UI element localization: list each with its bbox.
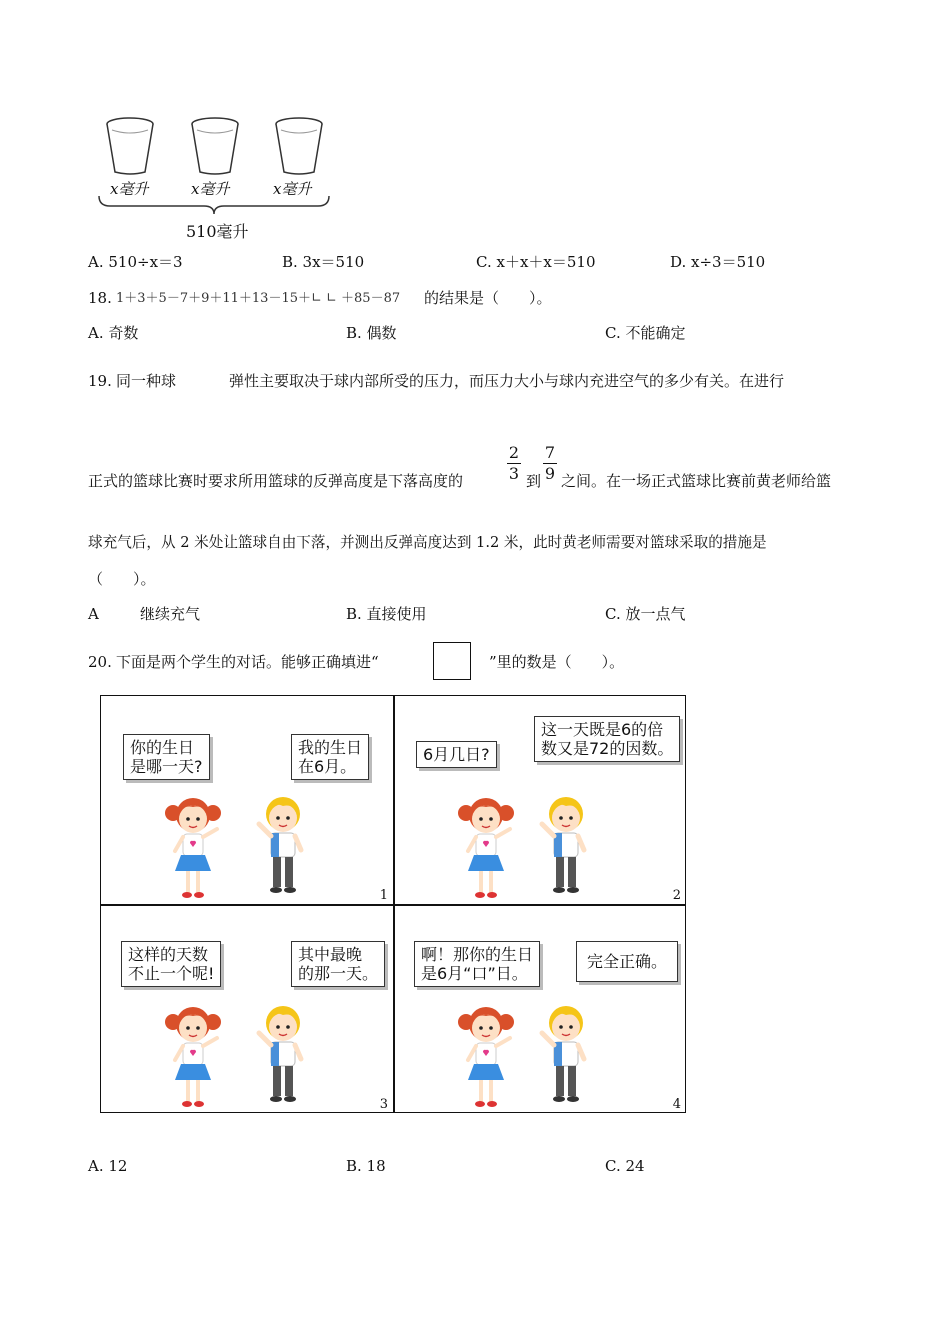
cup-icon	[189, 116, 241, 176]
q17-option-d[interactable]: D. x÷3＝510	[670, 253, 766, 271]
blank-box	[433, 642, 471, 680]
comic-panel	[101, 905, 394, 1114]
brace-icon	[96, 194, 332, 216]
q20-option-a[interactable]: A. 12	[88, 1157, 128, 1175]
boy-character-icon	[532, 788, 596, 904]
q19-line3: 球充气后，从 2 米处让篮球自由下落，并测出反弹高度达到 1.2 米，此时黄老师需要对篮球采取的措施是	[88, 534, 767, 551]
comic-panel	[394, 696, 687, 905]
fraction-numerator: 2	[508, 443, 520, 462]
boy-speech-bubble: 完全正确。	[576, 941, 678, 982]
cup-icon	[273, 116, 325, 176]
comic-strip	[100, 695, 686, 1113]
q18-suffix: 的结果是（ ）。	[424, 289, 552, 307]
girl-speech-bubble: 啊！那你的生日 是6月“口”日。	[414, 941, 540, 987]
girl-character-icon	[454, 1000, 518, 1116]
q20-option-b[interactable]: B. 18	[346, 1157, 386, 1175]
total-label: 510毫升	[186, 222, 249, 241]
q20-text-a: 下面是两个学生的对话。能够正确填进“	[116, 653, 379, 671]
panel-number: 1	[379, 888, 388, 903]
q19-line2a: 正式的篮球比赛时要求所用篮球的反弹高度是下落高度的	[88, 472, 464, 490]
comic-panel	[394, 905, 687, 1114]
panel-number: 2	[672, 888, 681, 903]
fraction-two-thirds	[507, 444, 521, 483]
q19-option-a-letter[interactable]: A	[88, 605, 99, 623]
cup-label: x毫升	[273, 180, 312, 198]
cup-icon	[104, 116, 156, 176]
q19-line2b: 到	[526, 472, 542, 490]
q19-line1a: 同一种球	[116, 372, 177, 390]
q18-option-b[interactable]: B. 偶数	[346, 324, 397, 342]
boy-character-icon	[249, 788, 313, 904]
boy-speech-bubble: 我的生日 在6月。	[291, 734, 369, 780]
girl-character-icon	[161, 1000, 225, 1116]
q18-option-a[interactable]: A. 奇数	[88, 324, 139, 342]
q19-line2c: 之间。在一场正式篮球比赛前黄老师给篮	[561, 472, 832, 490]
comic-panel	[101, 696, 394, 905]
girl-character-icon	[454, 791, 518, 907]
girl-speech-bubble: 6月几日?	[416, 741, 497, 768]
q19-option-c[interactable]: C. 放一点气	[605, 605, 686, 623]
girl-speech-bubble: 这样的天数 不止一个呢!	[121, 941, 221, 987]
boy-speech-bubble: 这一天既是6的倍 数又是72的因数。	[534, 716, 680, 762]
panel-number: 3	[379, 1097, 388, 1112]
q20-option-c[interactable]: C. 24	[605, 1157, 645, 1175]
q19-number: 19.	[88, 372, 112, 390]
boy-character-icon	[532, 997, 596, 1113]
q19-option-b[interactable]: B. 直接使用	[346, 605, 427, 623]
q18-option-c[interactable]: C. 不能确定	[605, 324, 686, 342]
cup-label: x毫升	[191, 180, 230, 198]
q20-number: 20.	[88, 653, 112, 671]
fraction-denominator: 9	[544, 464, 556, 483]
q18-number: 18.	[88, 289, 112, 307]
fraction-numerator: 7	[544, 443, 556, 462]
fraction-denominator: 3	[508, 464, 520, 483]
q17-option-a[interactable]: A. 510÷x＝3	[88, 253, 183, 271]
q17-option-c[interactable]: C. x＋x＋x＝510	[476, 253, 596, 271]
girl-speech-bubble: 你的生日 是哪一天?	[123, 734, 210, 780]
panel-number: 4	[672, 1097, 681, 1112]
q19-option-a[interactable]: 继续充气	[140, 605, 201, 623]
cup-label: x毫升	[110, 180, 149, 198]
q19-line1b: 弹性主要取决于球内部所受的压力，而压力大小与球内充进空气的多少有关。在进行	[229, 372, 785, 390]
boy-character-icon	[249, 997, 313, 1113]
q17-option-b[interactable]: B. 3x＝510	[282, 253, 365, 271]
q19-line4: （ ）。	[88, 570, 156, 588]
boy-speech-bubble: 其中最晚 的那一天。	[291, 941, 385, 987]
fraction-seven-ninths	[543, 444, 557, 483]
girl-character-icon	[161, 791, 225, 907]
q18-expression: 1＋3＋5－7＋9＋11＋13－15＋∟ ∟ ＋85－87	[116, 291, 401, 306]
q20-text-b: ”里的数是（ ）。	[489, 653, 625, 671]
